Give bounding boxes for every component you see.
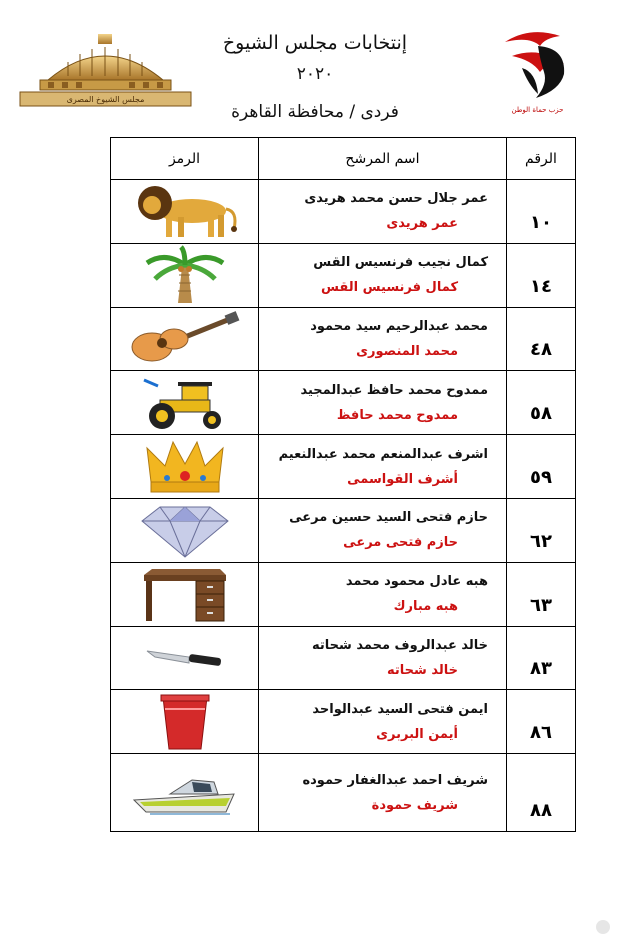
candidate-number: ٥٩ (507, 435, 576, 499)
candidate-cell (259, 626, 507, 690)
table-row (111, 626, 576, 690)
diamond-icon (140, 503, 230, 558)
header-symbol: الرمز (111, 138, 259, 180)
desk-icon (140, 565, 230, 623)
table-row (111, 307, 576, 371)
lion-icon (130, 181, 240, 241)
candidate-short-name: أيمن البربرى (376, 726, 458, 742)
page-subtitle: فردى / محافظة القاهرة (231, 102, 399, 122)
senate-logo-label: مجلس الشيوخ المصرى (66, 95, 145, 104)
candidate-cell (259, 754, 507, 832)
candidate-short-name: كمال فرنسيس القس (321, 280, 458, 296)
senate-logo (18, 32, 193, 112)
candidate-cell (259, 180, 507, 244)
candidate-short-name: شريف حمودة (371, 797, 458, 813)
table-row (111, 371, 576, 435)
candidate-short-name: هبه مبارك (393, 599, 458, 615)
table-row (111, 435, 576, 499)
table-row (111, 243, 576, 307)
palm-tree-icon (145, 245, 225, 305)
candidate-full-name: خالد عبدالروف محمد شحاته (312, 637, 488, 653)
table-row (111, 690, 576, 754)
candidate-cell (259, 562, 507, 626)
party-logo-label: حزب حماة الوطن (511, 106, 564, 114)
candidate-short-name: عمر هريدى (386, 216, 458, 232)
candidate-cell (259, 243, 507, 307)
table-row (111, 562, 576, 626)
election-year: ٢٠٢٠ (296, 64, 334, 84)
candidate-number: ٦٣ (507, 562, 576, 626)
candidate-full-name: عمر جلال حسن محمد هريدى (304, 191, 488, 207)
candidate-number: ٨٨ (507, 754, 576, 832)
party-logo (500, 24, 575, 114)
candidate-number: ٦٢ (507, 498, 576, 562)
candidate-cell (259, 307, 507, 371)
table-row (111, 754, 576, 832)
candidate-number: ٨٦ (507, 690, 576, 754)
tractor-icon (140, 374, 230, 432)
header-number: الرقم (507, 138, 576, 180)
candidate-cell (259, 435, 507, 499)
candidates-table (110, 137, 576, 832)
candidate-short-name: خالد شحاته (387, 662, 458, 678)
crown-icon (145, 438, 225, 496)
page-title: إنتخابات مجلس الشيوخ (222, 32, 408, 54)
candidate-cell (259, 498, 507, 562)
table-header-row (111, 138, 576, 180)
table-row (111, 180, 576, 244)
table-row (111, 498, 576, 562)
candidate-short-name: محمد المنصورى (356, 343, 458, 359)
candidate-short-name: ممدوح محمد حافظ (336, 407, 458, 423)
candidate-full-name: محمد عبدالرحيم سيد محمود (310, 318, 488, 334)
candidate-cell (259, 371, 507, 435)
header-name: اسم المرشح (259, 138, 507, 180)
candidate-full-name: ايمن فتحى السيد عبدالواحد (312, 701, 488, 717)
candidate-full-name: كمال نجيب فرنسيس القس (313, 255, 488, 271)
corner-badge (596, 920, 610, 934)
boat-icon (130, 768, 240, 818)
candidate-number: ٥٨ (507, 371, 576, 435)
candidate-number: ١٠ (507, 180, 576, 244)
guitar-icon (130, 311, 240, 366)
knife-icon (145, 643, 225, 673)
candidate-number: ٤٨ (507, 307, 576, 371)
cup-icon (155, 693, 215, 751)
candidate-full-name: شريف احمد عبدالغفار حموده (302, 772, 488, 788)
candidate-full-name: اشرف عبدالمنعم محمد عبدالنعيم (278, 446, 488, 462)
candidate-full-name: هبه عادل محمود محمد (345, 574, 488, 590)
candidate-full-name: حازم فتحى السيد حسين مرعى (289, 510, 488, 526)
candidate-number: ٨٣ (507, 626, 576, 690)
candidate-number: ١٤ (507, 243, 576, 307)
candidate-short-name: حازم فتحى مرعى (343, 535, 458, 551)
candidate-cell (259, 690, 507, 754)
candidate-short-name: أشرف القواسمى (347, 471, 458, 487)
candidate-full-name: ممدوح محمد حافظ عبدالمجيد (300, 382, 488, 398)
